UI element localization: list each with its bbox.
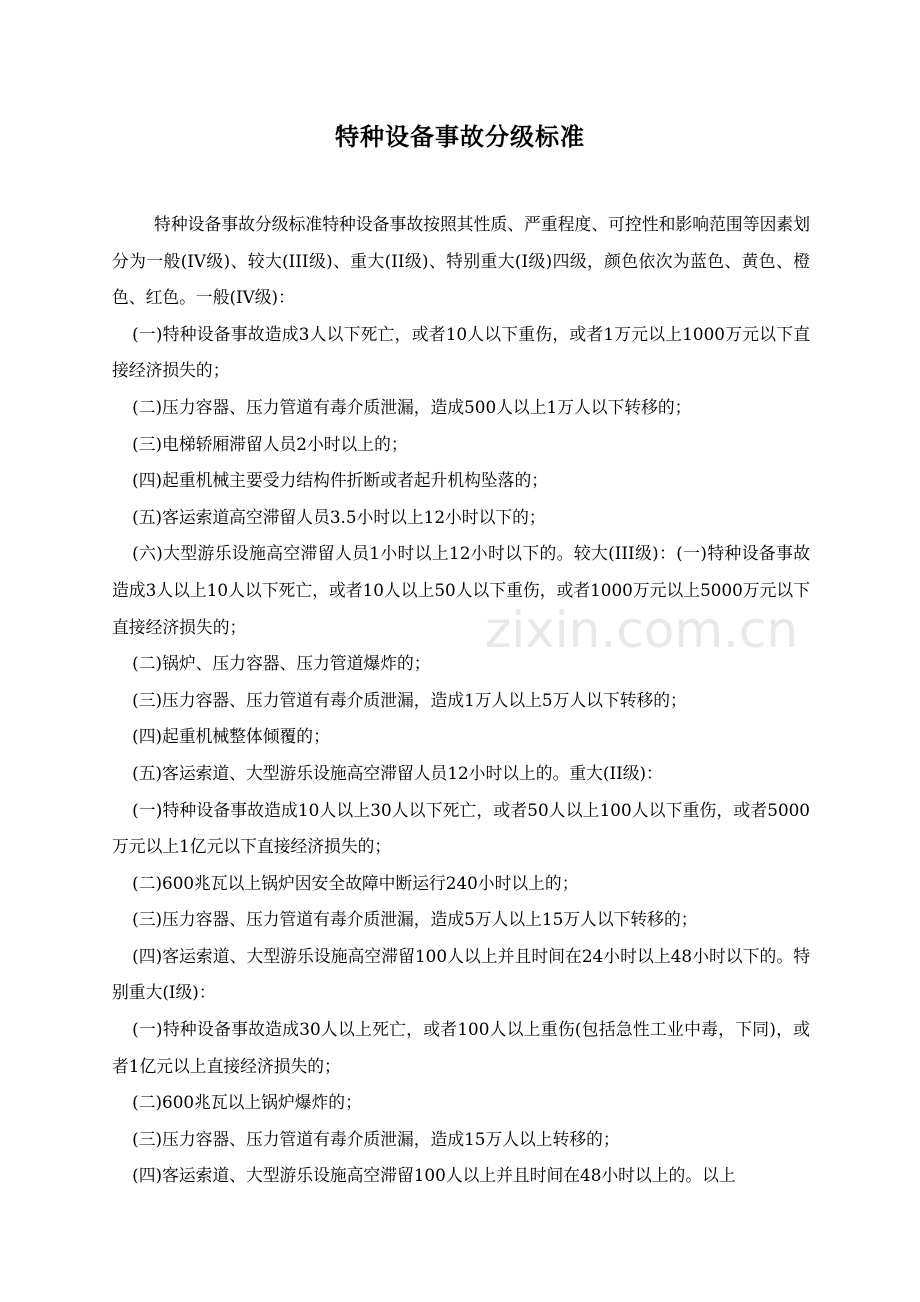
clause-paragraph: (五)客运索道高空滞留人员3.5小时以上12小时以下的； bbox=[132, 506, 546, 527]
clause-paragraph: (一)特种设备事故造成30人以上死亡，或者100人以上重伤(包括急性工业中毒，下同)，或者1亿元以上直接经济损失的； bbox=[112, 1019, 810, 1076]
clause-paragraph: (六)大型游乐设施高空滞留人员1小时以上12小时以下的。较大(III级)：(一)特种设备事故造成3人以上10人以下死亡，或者10人以上50人以下重伤，或者1000万元以上5000万元以下直接经济损失的； bbox=[112, 543, 810, 637]
clause-paragraph: (二)锅炉、压力容器、压力管道爆炸的； bbox=[132, 653, 431, 674]
clause-paragraph: (一)特种设备事故造成10人以上30人以下死亡，或者50人以上100人以下重伤，或者5000万元以上1亿元以下直接经济损失的； bbox=[112, 799, 810, 857]
clause-paragraph: (四)起重机械主要受力结构件折断或者起升机构坠落的； bbox=[132, 470, 549, 491]
clause-paragraph: (二)压力容器、压力管道有毒介质泄漏，造成500人以上1万人以下转移的； bbox=[132, 396, 692, 417]
clause-paragraph: (四)客运索道、大型游乐设施高空滞留100人以上并且时间在24小时以上48小时以下的。特别重大(I级)： bbox=[112, 945, 810, 1003]
document-title: 特种设备事故分级标准 bbox=[335, 123, 585, 151]
document-body bbox=[112, 206, 810, 1194]
clause-paragraph: (四)客运索道、大型游乐设施高空滞留100人以上并且时间在48小时以上的。以上 bbox=[132, 1165, 736, 1186]
clause-paragraph: (五)客运索道、大型游乐设施高空滞留人员12小时以上的。重大(II级)： bbox=[132, 762, 663, 783]
clause-paragraph: (二)600兆瓦以上锅炉爆炸的； bbox=[132, 1092, 362, 1113]
clause-paragraph: (三)压力容器、压力管道有毒介质泄漏，造成5万人以上15万人以下转移的； bbox=[132, 909, 698, 930]
intro-paragraph: 特种设备事故分级标准特种设备事故按照其性质、严重程度、可控性和影响范围等因素划分为一般(IV级)、较大(III级)、重大(II级)、特别重大(I级)四级，颜色依次为蓝色、黄色、橙色、红色。一般(IV级)： bbox=[112, 214, 810, 308]
watermark-text: zixin.com.cn bbox=[485, 601, 799, 659]
clause-paragraph: (二)600兆瓦以上锅炉因安全故障中断运行240小时以上的； bbox=[132, 872, 579, 893]
clause-paragraph: (四)起重机械整体倾覆的； bbox=[132, 726, 330, 747]
clause-paragraph: (一)特种设备事故造成3人以下死亡，或者10人以下重伤，或者1万元以上1000万元以下直接经济损失的； bbox=[112, 323, 810, 381]
clause-paragraph: (三)压力容器、压力管道有毒介质泄漏，造成15万人以上转移的； bbox=[132, 1128, 620, 1149]
clause-paragraph: (三)压力容器、压力管道有毒介质泄漏，造成1万人以上5万人以下转移的； bbox=[132, 689, 687, 710]
clause-paragraph: (三)电梯轿厢滞留人员2小时以上的； bbox=[132, 433, 408, 454]
